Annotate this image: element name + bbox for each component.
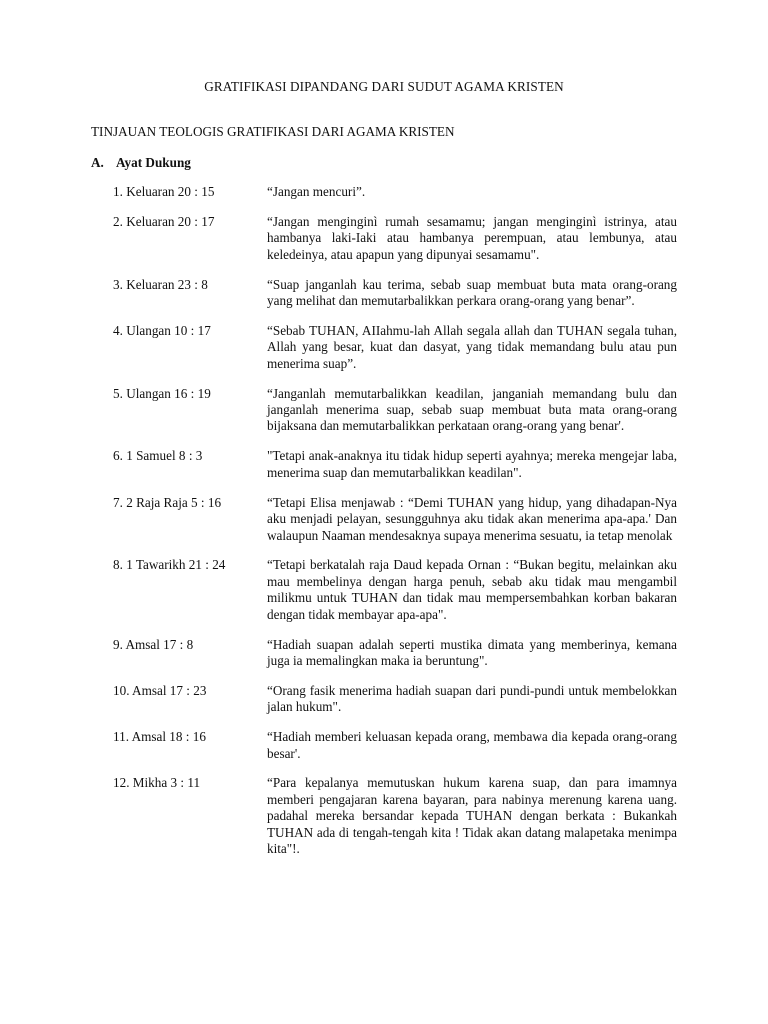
verse-text: “Tetapi Elisa menjawab : “Demi TUHAN yang hidup, yang dihadapan-Nya aku menjadi pelayan, sesungguhnya aku tidak akan menerima apa-apa.' Dan walaupun Naaman mendesaknya supaya menerima sesuatu, ia tetap menolak [267,494,677,543]
verse-text: “Sebab TUHAN, AIIahmu-lah Allah segala allah dan TUHAN segala tuhan, Allah yang besar, kuat dan dasyat, yang tidak memandang bulu atau pun menerima suap”. [267,322,677,371]
verse-text: “Hadiah suapan adalah seperti mustika dimata yang memberinya, kemana juga ia memalingkan maka ia beruntung". [267,636,677,668]
verse-reference: 6. 1 Samuel 8 : 3 [113,448,203,464]
verse-text: “Suap janganlah kau terima, sebab suap membuat buta mata orang-orang yang melihat dan memutarbalikkan perkara orang-orang yang benar”. [267,276,677,309]
verse-text: “Jangan menginginì rumah sesamamu; jangan menginginì istrinya, atau hambanya laki-Iaki atau hambanya perempuan, atau lembunya, atau keledeinya, atau apapun yang dipunyai sesamamu". [267,213,677,262]
document-title: GRATIFIKASI DIPANDANG DARI SUDUT AGAMA KRISTEN [204,79,564,94]
verse-text: “Janganlah memutarbalikkan keadilan, janganiah memandang bulu dan janganlah menerima suap, sebab suap membuat buta mata orang-orang bijaksana dan memutarbalikkan perkataan orang-orang yang benar'. [267,385,677,434]
section-letter: A. [91,155,104,170]
verse-item [113,495,683,544]
verse-item [113,557,683,623]
verse-reference: 5. Ulangan 16 : 19 [113,385,211,401]
verse-item [113,386,683,435]
verse-reference: 7. 2 Raja Raja 5 : 16 [113,494,222,510]
verse-text: “Para kepalanya memutuskan hukum karena suap, dan para imamnya memberi pengajaran karena bayaran, para nabinya merenung karena uang. padahal mereka bersandar kepada TUHAN dengan berkata : Bukankah TUHAN ada di tengah-tengah kita ! Tidak akan datang malapetaka menimpa kita"!. [267,775,677,857]
verse-text: “Jangan mencuri”. [267,184,366,199]
verse-item [113,184,683,200]
section-title: Ayat Dukung [116,155,191,170]
verse-item [113,775,683,857]
verse-item [113,277,683,310]
verse-item [113,323,683,372]
verse-item [113,214,683,263]
verse-reference: 3. Keluaran 23 : 8 [113,276,208,292]
verse-reference: 9. Amsal 17 : 8 [113,636,194,652]
verse-list [113,184,683,871]
verse-text: “Hadiah memberi keluasan kepada orang, membawa dia kepada orang-orang besar'. [267,729,677,761]
verse-text: “Orang fasik menerima hadiah suapan dari pundi-pundi untuk membelokkan jalan hukum". [267,682,677,715]
verse-reference: 12. Mikha 3 : 11 [113,775,201,791]
verse-item [113,683,683,716]
verse-reference: 11. Amsal 18 : 16 [113,729,206,745]
verse-text: "Tetapi anak-anaknya itu tidak hidup seperti ayahnya; mereka mengejar laba, menerima suap dan memutarbalikkan keadilan". [267,448,677,480]
verse-reference: 8. 1 Tawarikh 21 : 24 [113,557,226,573]
verse-item [113,637,683,670]
verse-reference: 4. Ulangan 10 : 17 [113,322,211,338]
verse-item [113,729,683,762]
verse-reference: 2. Keluaran 20 : 17 [113,213,215,229]
verse-item [113,448,683,481]
verse-reference: 10. Amsal 17 : 23 [113,682,207,698]
verse-text: “Tetapi berkatalah raja Daud kepada Ornan : “Bukan begitu, melainkan aku mau membelinya dengan harga penuh, sebab aku tidak mau mengambil milikmu untuk TUHAN dan tidak mau mempersembahkan korban bakaran dengan tidak membayar apa-apa". [267,557,677,622]
section-heading [91,155,191,171]
document-subtitle: TINJAUAN TEOLOGIS GRATIFIKASI DARI AGAMA KRISTEN [91,124,455,139]
verse-reference: 1. Keluaran 20 : 15 [113,184,215,199]
